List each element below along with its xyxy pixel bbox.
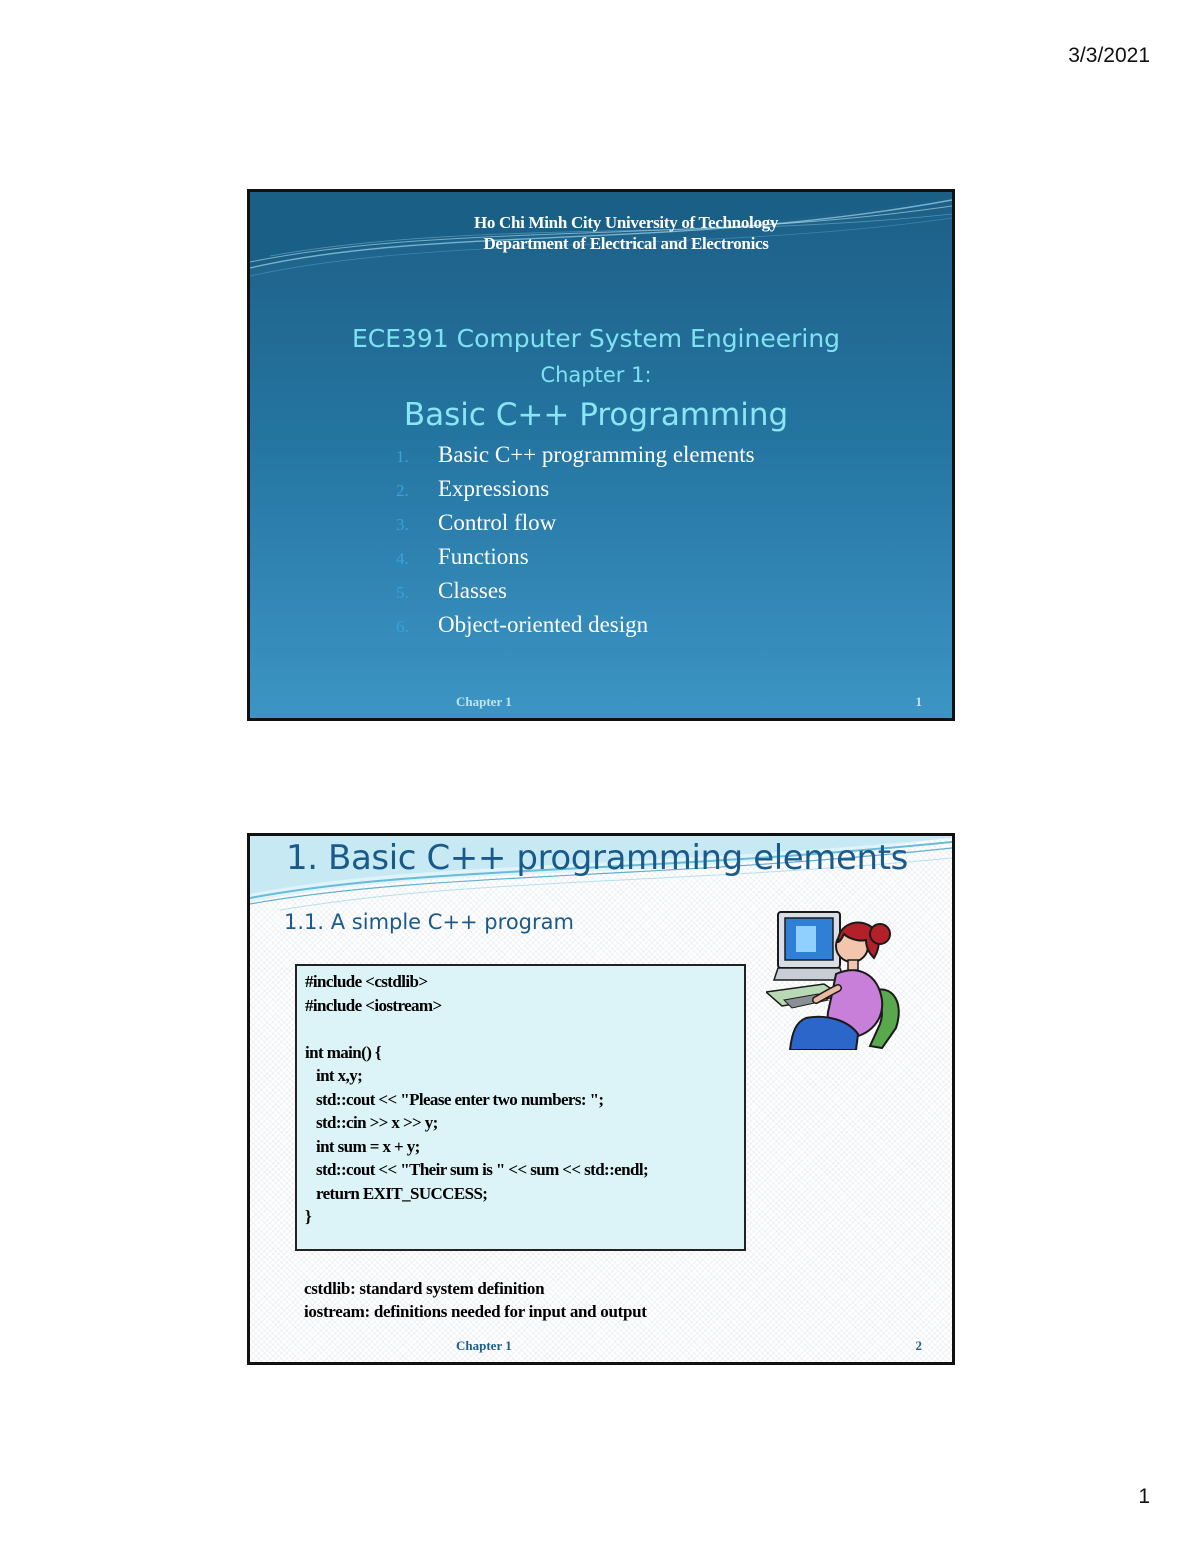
note-line: cstdlib: standard system definition xyxy=(304,1279,545,1298)
topic-text: Control flow xyxy=(438,510,557,535)
code-line: int sum = x + y; xyxy=(305,1136,420,1156)
code-line: } xyxy=(305,1207,312,1226)
slide-title: Basic C++ Programming xyxy=(403,397,789,433)
note-line: iostream: definitions needed for input and output xyxy=(304,1302,647,1321)
code-line: std::cin >> x >> y; xyxy=(305,1113,438,1132)
topic-number: 2. xyxy=(396,481,409,500)
code-line: return EXIT_SUCCESS; xyxy=(305,1183,488,1203)
department-name: Department of Electrical and Electronics xyxy=(483,234,769,253)
topic-item xyxy=(396,476,755,510)
topic-item xyxy=(396,442,755,476)
university-header xyxy=(250,212,955,254)
slide-footer-label: Chapter 1 xyxy=(456,694,512,709)
notes xyxy=(304,1277,647,1323)
slide-subtitle: 1.1. A simple C++ program xyxy=(284,910,574,934)
topic-number: 6. xyxy=(396,617,409,636)
topic-number: 4. xyxy=(396,549,409,568)
code-line: int main() { xyxy=(305,1042,381,1062)
slide-1 xyxy=(247,189,955,721)
code-line: std::cout << "Their sum is " << sum << std::endl; xyxy=(305,1160,649,1179)
topic-item xyxy=(396,544,755,578)
topic-item xyxy=(396,510,755,544)
topic-number: 1. xyxy=(396,447,409,466)
slide-2 xyxy=(247,833,955,1365)
code-line: int x,y; xyxy=(305,1066,363,1085)
topic-number: 5. xyxy=(396,583,409,602)
code-line: #include <cstdlib> xyxy=(305,972,428,991)
topic-text: Expressions xyxy=(438,476,550,501)
topic-text: Object-oriented design xyxy=(438,612,649,637)
slide-footer-label: Chapter 1 xyxy=(456,1338,512,1353)
topic-text: Basic C++ programming elements xyxy=(438,442,755,467)
slide-number: 1 xyxy=(915,694,922,709)
course-title: ECE391 Computer System Engineering xyxy=(351,324,841,353)
topic-text: Functions xyxy=(438,544,529,569)
topic-item xyxy=(396,578,755,612)
university-name: Ho Chi Minh City University of Technology xyxy=(473,213,779,232)
computer-user-icon xyxy=(766,908,908,1050)
chapter-label: Chapter 1: xyxy=(540,363,652,387)
code-block xyxy=(295,964,746,1251)
slide-number: 2 xyxy=(915,1338,922,1353)
topic-list xyxy=(396,442,755,646)
page-date: 3/3/2021 xyxy=(1068,44,1150,67)
page-number: 1 xyxy=(1138,1485,1150,1508)
topic-item xyxy=(396,612,755,646)
topic-number: 3. xyxy=(396,515,409,534)
code-line: std::cout << "Please enter two numbers: "; xyxy=(305,1089,604,1109)
slide-title: 1. Basic C++ programming elements xyxy=(286,838,908,878)
topic-text: Classes xyxy=(438,578,507,603)
code-line: #include <iostream> xyxy=(305,995,442,1015)
code-line xyxy=(305,1017,736,1041)
